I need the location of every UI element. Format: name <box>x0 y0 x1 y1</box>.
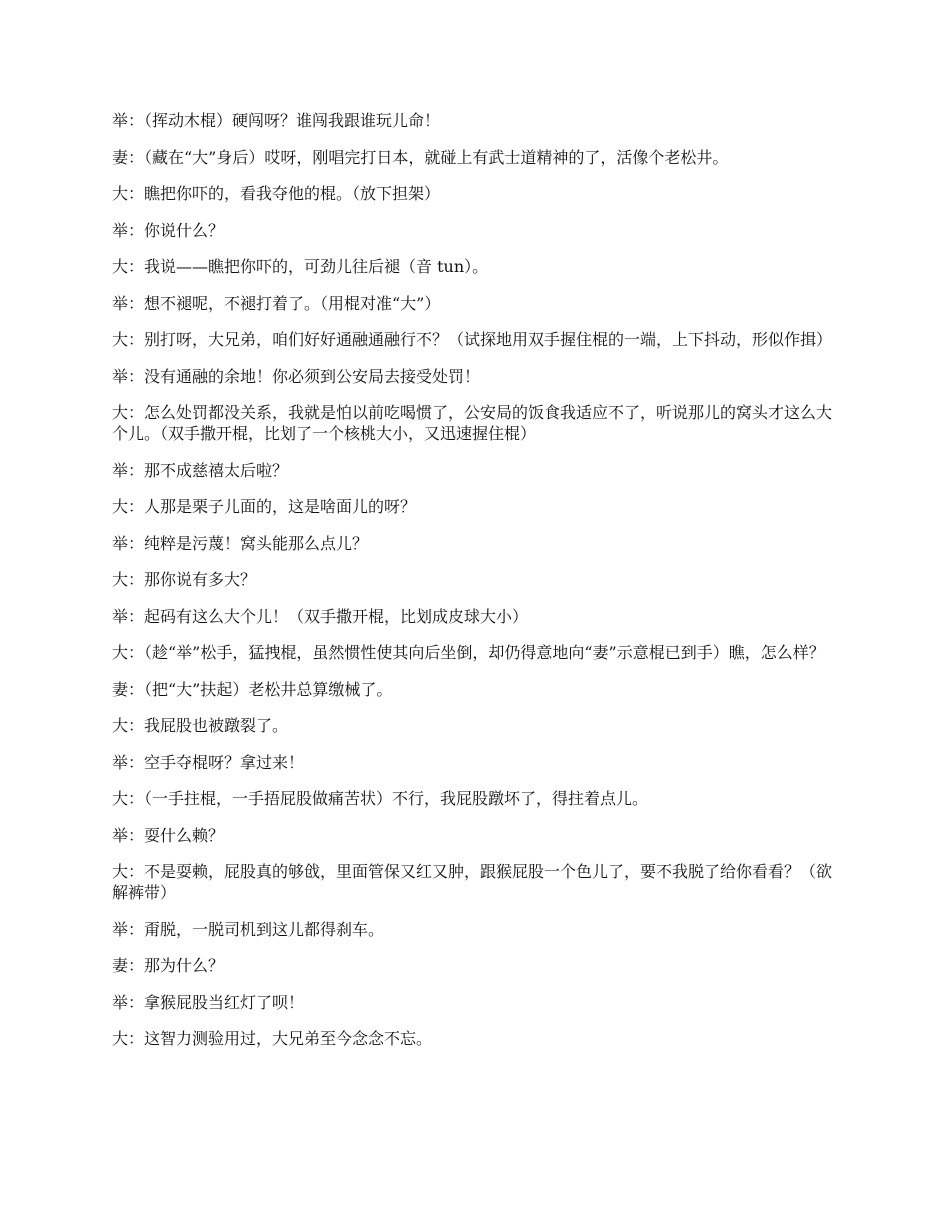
dialogue-line: 举：起码有这么大个儿！（双手撒开棍，比划成皮球大小） <box>112 606 529 626</box>
dialogue-line: 大：不是耍赖，屁股真的够戗，里面管保又红又肿，跟猴屁股一个色儿了，要不我脱了给你看看？（欲解裤带） <box>112 862 833 902</box>
dialogue-line: 妻：那为什么？ <box>112 956 225 975</box>
dialogue-line: 大：瞧把你吓的，看我夺他的棍。（放下担架） <box>112 184 441 203</box>
dialogue-line: 大：这智力测验用过，大兄弟至今念念不忘。 <box>112 1029 433 1048</box>
script-dialogue <box>112 110 842 1065</box>
dialogue-line: 大：我说——瞧把你吓的，可劲儿往后褪（音 tun）。 <box>112 257 489 276</box>
dialogue-line: 举：（挥动木棍）硬闯呀？谁闯我跟谁玩儿命！ <box>112 111 441 130</box>
dialogue-line: 大：（趁“举”松手，猛拽棍，虽然惯性使其向后坐倒，却仍得意地向“妻”示意棍已到手）瞧，怎么样？ <box>112 643 825 662</box>
dialogue-line: 大：人那是栗子儿面的，这是啥面儿的呀？ <box>112 497 417 516</box>
dialogue-line: 举：甭脱，一脱司机到这儿都得刹车。 <box>112 919 385 939</box>
dialogue-line: 举：你说什么？ <box>112 220 225 240</box>
dialogue-line: 大：（一手拄棍，一手捂屁股做痛苦状）不行，我屁股蹾坏了，得拄着点儿。 <box>112 789 649 808</box>
dialogue-line: 大：那你说有多大？ <box>112 570 257 589</box>
dialogue-line: 举：没有通融的余地！你必须到公安局去接受处罚！ <box>112 366 481 386</box>
dialogue-line: 举：空手夺棍呀？拿过来！ <box>112 752 305 772</box>
dialogue-line: 举：想不褪呢，不褪打着了。（用棍对准“大”） <box>112 293 441 313</box>
dialogue-line: 举：那不成慈禧太后啦？ <box>112 460 289 480</box>
dialogue-line: 大：我屁股也被蹾裂了。 <box>112 716 289 735</box>
dialogue-line: 举：拿猴屁股当红灯了呗！ <box>112 992 305 1012</box>
dialogue-line: 大：别打呀，大兄弟，咱们好好通融通融行不？（试探地用双手握住棍的一端，上下抖动，形似作揖） <box>112 330 833 349</box>
dialogue-line: 大：怎么处罚都没关系，我就是怕以前吃喝惯了，公安局的饭食我适应不了，听说那儿的窝头才这么大个儿。（双手撒开棍，比划了一个核桃大小，又迅速握住棍） <box>112 403 833 443</box>
dialogue-line: 举：纯粹是污蔑！窝头能那么点儿？ <box>112 533 369 553</box>
dialogue-line: 妻：（把“大”扶起）老松井总算缴械了。 <box>112 679 393 699</box>
dialogue-line: 妻：（藏在“大”身后）哎呀，刚唱完打日本，就碰上有武士道精神的了，活像个老松井。 <box>112 147 729 167</box>
dialogue-line: 举：耍什么赖？ <box>112 825 225 845</box>
